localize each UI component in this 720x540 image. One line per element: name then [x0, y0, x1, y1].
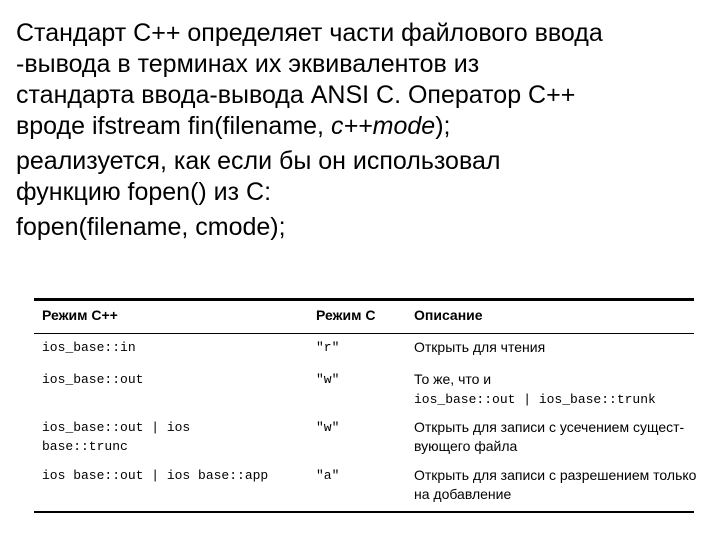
cell-description: [414, 370, 704, 409]
cell-c-mode: "r": [316, 340, 340, 355]
description-text: Открыть для чтения: [414, 339, 546, 355]
code-line: fopen(filename, cmode);: [16, 213, 286, 241]
cell-cpp-mode: ios base::out | ios base::app: [42, 468, 269, 483]
text-line: стандарта ввода-вывода ANSI C. Оператор С++: [16, 81, 576, 109]
cell-description: [414, 418, 704, 456]
paragraph-fopen-equivalent: [16, 146, 706, 208]
italic-mode-term: c++mode: [330, 112, 436, 140]
cell-cpp-mode: ios_base::in: [42, 340, 136, 355]
header-description: Описание: [414, 307, 483, 323]
table-top-rule: [34, 298, 694, 301]
description-text: Открыть для записи с усечением сущест-: [414, 419, 685, 435]
table-header-rule: [34, 333, 694, 334]
cell-c-mode: "w": [316, 420, 340, 435]
text-line-suffix: );: [435, 112, 451, 140]
table-bottom-rule: [34, 511, 694, 513]
cell-c-mode: "a": [316, 468, 340, 483]
description-text: вующего файла: [414, 438, 518, 454]
header-c-mode: Режим С: [316, 307, 376, 323]
description-code: ios_base::out | ios_base::trunk: [414, 392, 656, 407]
paragraph-fopen-call: [16, 212, 706, 243]
cell-cpp-mode: ios_base::out | ios base::trunc: [42, 420, 191, 454]
text-line: реализуется, как если бы он использовал: [16, 147, 501, 175]
cell-cpp-mode: ios_base::out: [42, 372, 144, 387]
description-text: То же, что и: [414, 371, 492, 387]
paragraph-fstream-description: [16, 18, 706, 142]
cell-description: [414, 338, 704, 357]
file-modes-table: [34, 298, 697, 514]
description-text: на добавление: [414, 486, 512, 502]
cell-c-mode: "w": [316, 372, 340, 387]
slide-body-text: [16, 18, 706, 249]
description-text: Открыть для записи с разрешением только: [414, 467, 697, 483]
text-line: Стандарт С++ определяет части файлового ввода: [16, 19, 603, 47]
text-line: функцию fopen() из С:: [16, 178, 272, 206]
cell-description: [414, 466, 704, 504]
text-line-prefix: вроде ifstream fin(filename,: [16, 112, 331, 140]
text-line: -вывода в терминах их эквивалентов из: [16, 50, 480, 78]
header-cpp-mode: Режим С++: [42, 307, 118, 323]
